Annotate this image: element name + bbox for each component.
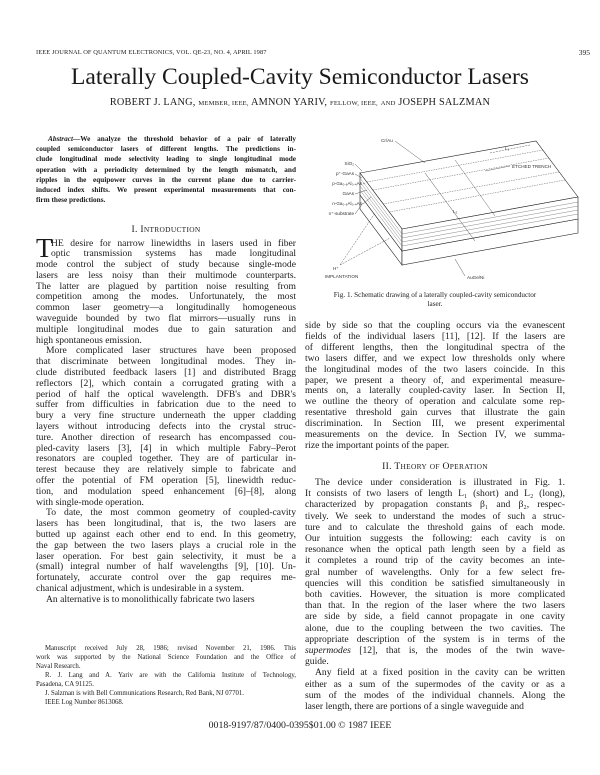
text-line: common laser geometry—a longitudinally homogeneous <box>36 302 296 314</box>
text-line: competition among the modes. Unfortunately, the most <box>36 291 296 303</box>
author-list <box>0 97 600 108</box>
author-conjunction: AND <box>380 100 396 107</box>
author-name: JOSEPH SALZMAN <box>398 97 491 108</box>
text-line: It consists of two lasers of length L₁ (short) and L₂ (long), <box>305 488 565 500</box>
text-line: ments on, a laterally coupled-cavity laser. In Section II, <box>305 385 565 397</box>
text-line: firm these predictions. <box>36 196 106 205</box>
figure-caption <box>305 291 565 310</box>
text-line: than that. In the region of the laser where the two lasers <box>305 600 565 612</box>
text-line: of different lengths, then the longitudinal spectra of the <box>305 341 565 353</box>
running-head: IEEE JOURNAL OF QUANTUM ELECTRONICS, VOL. QE-23, NO. 4, APRIL 1987 <box>36 49 267 56</box>
label-gaas-active: GaAs <box>342 191 354 196</box>
text-line: ripples in the equipower curves in the current plane due to carrier- <box>36 175 296 184</box>
text-line: work was supported by the National Science Foundation and the Office of <box>36 654 296 661</box>
text-line: fortunately, accurate control over the gap requires me- <box>36 572 296 584</box>
abstract <box>36 134 296 205</box>
label-length-l2: L₂ <box>453 209 458 214</box>
paper-title: Laterally Coupled-Cavity Semiconductor Lasers <box>71 64 529 90</box>
text-line: resonance when the optical path length seen by a field as <box>305 544 565 556</box>
label-n-gaalas: n-Ga₀.₆Al₀.₄As <box>332 201 362 206</box>
text-line: To date, the most common geometry of coupled-cavity <box>46 507 296 519</box>
text-line: suffer from difficulties in fabrication due to the need to <box>36 399 296 411</box>
label-length-l1: L₁ <box>505 146 510 151</box>
text-line: offer the potential of FM operation [5], linewidth reduc- <box>36 475 296 487</box>
text-line: both cavities. However, the situation is more complicated <box>305 589 565 601</box>
text-line: tion, and modulation speed enhancement [6]–[8], along <box>36 485 296 497</box>
author-name: ROBERT J. LANG, <box>109 97 196 108</box>
text-line: laser operation. For best gain selectivity, it must be a <box>36 550 296 562</box>
author-name: AMNON YARIV, <box>250 97 328 108</box>
text-line: high spontaneous emission. <box>36 334 142 346</box>
text-line: quencies will this condition be satisfied simultaneously in <box>305 577 565 589</box>
text-segment: [12], that is, the modes of the twin wave- <box>350 645 565 657</box>
text-line: sum of the modes of the individual channels. Along the <box>305 689 565 701</box>
text-line <box>36 134 296 144</box>
author-affiliation: FELLOW, IEEE, <box>329 100 378 107</box>
section-title-word: OF <box>429 462 440 471</box>
text-line: multiple longitudinal modes due to gain saturation and <box>36 323 296 335</box>
text-line: laser length, there are portions of a single waveguide and <box>305 701 524 713</box>
text-line: appropriate description of the system is in terms of the <box>305 633 565 645</box>
drop-cap: T <box>36 233 53 263</box>
section-title-rest: PERATION <box>449 462 488 471</box>
text-line: lasers has been longitudinal, that is, the two lasers are <box>36 518 296 530</box>
left-column-body <box>36 239 296 606</box>
text-line: guide. <box>305 656 329 668</box>
text-line: alone, due to the coupling between the two cavities. The <box>305 622 565 634</box>
text-line: are side by side, a field cannot propagate in one cavity <box>305 611 565 623</box>
text-line: the longitudinal modes of the two lasers coincide. In this <box>305 363 565 375</box>
text-line: HE desire for narrow linewidths in lasers used in fiber <box>51 237 296 249</box>
text-line: measurements on the device. In Section IV, we summa- <box>305 429 565 441</box>
page-number: 395 <box>578 48 590 57</box>
label-implant-h: H⁺ <box>333 266 339 271</box>
italic-term: supermodes <box>305 645 351 657</box>
figure-1-schematic <box>305 133 595 285</box>
text-line: The latter are plagued by partition noise resulting from <box>36 280 296 292</box>
text-line: resonators are coupled together. They are of particular in- <box>36 453 296 465</box>
text-line: (small) integral number of half wavelengths [9], [10]. Un- <box>36 561 296 573</box>
text-line: tively. We seek to understand the modes of such a struc- <box>305 510 565 522</box>
text-line: characterized by propagation constants β₁ and β₂, respec- <box>305 499 565 511</box>
italic-term: Abstract <box>48 135 73 143</box>
text-line: coupled semiconductor lasers of different lengths. The predictions in- <box>36 145 296 154</box>
text-line: IEEE Log Number 8613068. <box>45 699 124 706</box>
text-line: Pasadena, CA 91125. <box>36 681 94 688</box>
section-title-initial: T <box>394 461 401 472</box>
text-line: fields of the individual lasers [11], [12]. If the lasers are <box>305 330 565 342</box>
text-line: pled-cavity lasers [3], [4] in which multiple Fabry–Perot <box>36 442 296 454</box>
text-line: rize the important points of the paper. <box>305 439 450 451</box>
text-line: bury a very fine structure underneath the upper cladding <box>36 410 296 422</box>
text-line: chanical adjustment, which is undesirable in a system. <box>36 583 245 594</box>
text-line: layers without introducing defects into the crystal struc- <box>36 421 296 433</box>
text-line: ture. Another direction of research has encompassed cou- <box>36 431 296 443</box>
text-line: lasers are less noisy than their multimode counterparts. <box>36 269 296 281</box>
section-title-initial: I <box>140 224 144 235</box>
section-title-rest: NTRODUCTION <box>143 225 201 234</box>
text-line: discrimination. In Section III, we present experimental <box>305 418 565 430</box>
text-line: we outline the theory of operation and calculate some rep- <box>305 396 565 408</box>
section-heading-introduction <box>36 224 296 235</box>
text-line: reflectors [2], which contain a corrugated grating with a <box>36 377 296 389</box>
text-line: butted up against each other end to end. In this geometry, <box>36 529 296 541</box>
text-line: R. J. Lang and A. Yariv are with the California Institute of Technology, <box>45 672 296 679</box>
section-title-initial: O <box>442 461 450 472</box>
text-line: it completes a round trip of the cavity becomes an inte- <box>305 555 565 567</box>
section-number: I. <box>131 224 138 235</box>
text-line: either as a sum of the supermodes of the cavity or as a <box>305 678 565 690</box>
text-line: The device under consideration is illustrated in Fig. 1. <box>315 477 565 488</box>
text-line: clude longitudinal mode selectivity leading to single longitudinal mode <box>36 155 296 164</box>
text-line: paper, we present a theory of, and experimental measure- <box>305 374 565 386</box>
text-line: the gap between the two lasers plays a crucial role in the <box>36 539 296 551</box>
text-line: More complicated laser structures have been proposed <box>46 345 296 357</box>
text-line: J. Salzman is with Bell Communications Research, Red Bank, NJ 07701. <box>45 690 244 697</box>
label-cr-au: Cr/Au <box>381 138 393 143</box>
text-line: clude distributed feedback lasers [1] and distributed Bragg <box>36 367 296 379</box>
section-heading-theory <box>305 461 565 472</box>
section-title-rest: HEORY <box>400 462 428 471</box>
copyright-line: 0018-9197/87/0400-0395$01.00 © 1987 IEEE <box>208 720 392 731</box>
label-p-gaalas: p-Ga₀.₆Al₀.₄As <box>332 181 362 186</box>
text-line: waveguide bounded by two flat mirrors—usually runs in <box>36 313 296 325</box>
text-segment: —We analyze the threshold behavior of a pair of laterally <box>72 135 296 143</box>
text-line: Naval Research. <box>36 663 81 670</box>
text-line: optic transmission systems has made longitudinal <box>51 248 296 260</box>
text-line: Manuscript received July 28, 1986; revised November 21, 1986. This <box>45 645 296 652</box>
text-line: two lasers differ, and we expect low thresholds only where <box>305 352 565 364</box>
text-line: period of half the optical wavelength. DFB's and DBR's <box>36 388 296 400</box>
text-line: operation with a periodicity determined by the length mismatch, and <box>36 165 296 174</box>
text-line: mode control the subject of study because single-mode <box>36 259 296 271</box>
text-line: that discriminate between longitudinal modes. They in- <box>36 356 296 368</box>
text-line: ture and to calculate the threshold gains of each mode. <box>305 521 565 533</box>
text-line: gral number of wavelengths. Only for a few select fre- <box>305 566 565 578</box>
text-line: Any field at a fixed position in the cavity can be written <box>315 667 565 679</box>
text-line: side by side so that the coupling occurs via the evanescent <box>305 320 565 331</box>
author-affiliation: MEMBER, IEEE, <box>198 100 249 107</box>
label-substrate: n⁺-substrate <box>328 211 354 216</box>
right-column-body-theory <box>305 477 565 712</box>
text-line: terest because they are relatively simple to fabricate and <box>36 464 296 476</box>
section-number: II. <box>382 461 392 472</box>
caption-line: Fig. 1. Schematic drawing of a laterally coupled-cavity semiconductor <box>333 291 537 299</box>
label-bottom-contact: AuGe/Ni <box>467 275 485 280</box>
text-line: resentative threshold gain curves that illustrate the gain <box>305 407 565 419</box>
label-etched-trench: ETCHED TRENCH <box>512 164 552 169</box>
label-sio2: SiO₂ <box>344 161 354 166</box>
footnotes <box>36 644 296 707</box>
text-line: An alternative is to monolithically fabricate two lasers <box>46 593 255 605</box>
text-line: Our intuition suggests the following: each cavity is on <box>305 533 565 545</box>
label-implantation: IMPLANTATION <box>325 274 359 279</box>
label-p-gaas: p⁺-GaAs <box>336 171 354 176</box>
text-line: induced index shifts. We present experimental measurements that con- <box>36 186 296 195</box>
caption-line: laser. <box>427 300 443 309</box>
right-column-body-intro <box>305 321 565 452</box>
text-line <box>305 645 565 656</box>
text-line: with single-mode operation. <box>36 496 144 508</box>
